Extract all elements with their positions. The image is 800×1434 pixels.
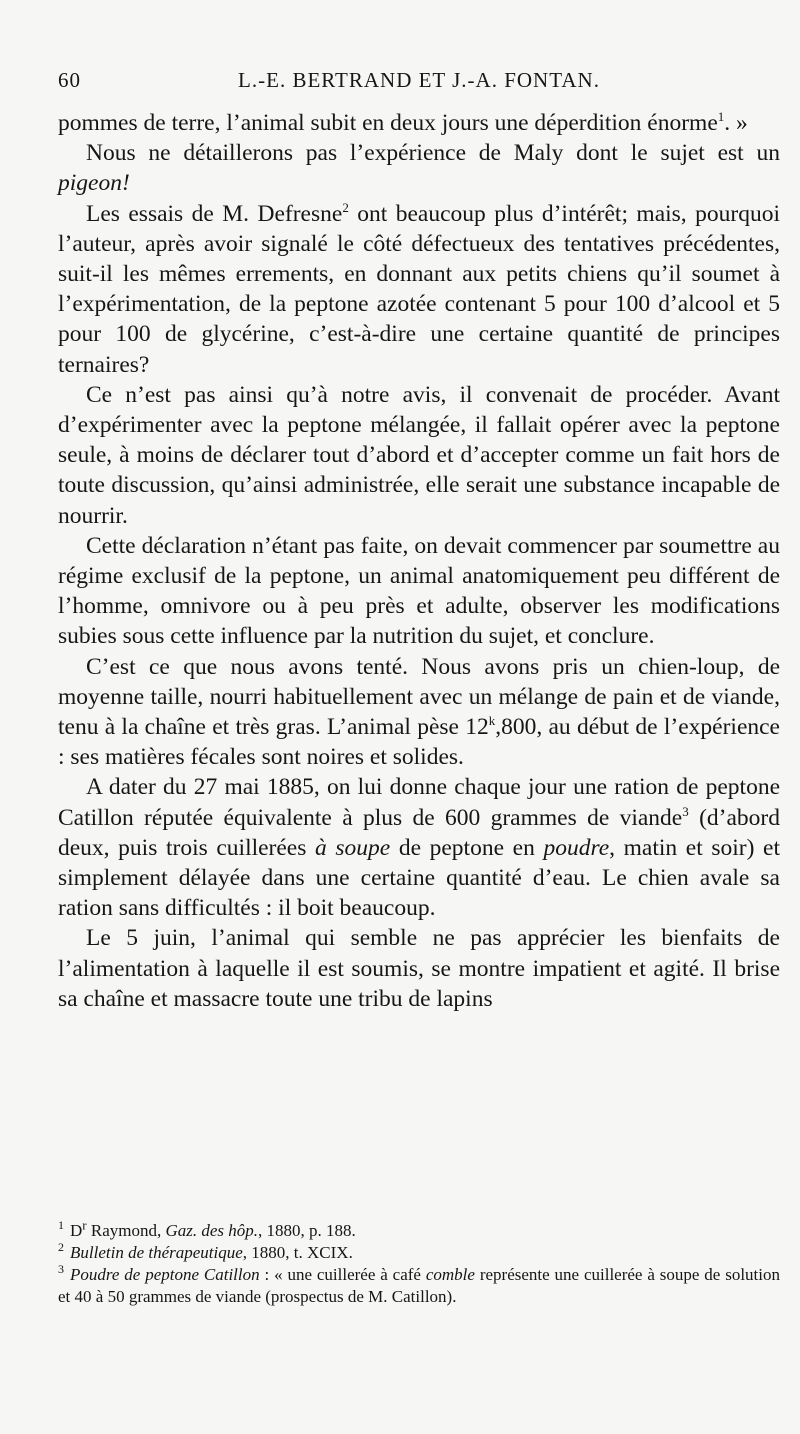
footnote-3: $^3$ Poudre de peptone Catillon : « une cuillerée à café comble représente une cuillerée à soupe de solution et 40 à 50 grammes de viande (prospectus de M. Catillon). (58, 1262, 780, 1306)
footnote-ref-1: 1 (717, 109, 725, 125)
paragraph-1: pommes de terre, l’animal subit en deux jours une déperdition énorme$^1$. » (58, 109, 748, 136)
paragraph-2: Nous ne détaillerons pas l’expérience de Maly dont le sujet est un pigeon! (58, 140, 780, 197)
body-text (58, 108, 780, 1014)
footnote-1: $^1$ $D^r$ Raymond, Gaz. des hôp., 1880, p. 188. (58, 1217, 356, 1240)
footnote-ref-3: 3 (682, 803, 689, 819)
footnotes (58, 1217, 780, 1308)
paragraph-4: Ce n’est pas ainsi qu’à notre avis, il convenait de procéder. Avant d’expérimenter avec la peptone mélangée, il fallait opérer avec la peptone seule, à moins de déclarer tout d’abord et d’accepter comme un fait hors de toute discussion, qu’ainsi administrée, elle serait une substance incapable de nourrir. (58, 381, 780, 529)
page-number: 60 (58, 68, 81, 92)
page-header (58, 68, 780, 102)
footnote-ref-2: 2 (342, 199, 349, 215)
paragraph-6: C’est ce que nous avons tenté. Nous avons pris un chien-loup, de moyenne taille, nourri habituellement avec un mélange de pain et de viande, tenu à la chaîne et très gras. L’animal pèse 12$^k$,800, au début de l’expérience : ses matières fécales sont noires et solides. (58, 653, 780, 771)
paragraph-7: A dater du 27 mai 1885, on lui donne chaque jour une ration de peptone Catillon réputée équivalente à plus de 600 grammes de viande$^3$ (d’abord deux, puis trois cuillerées à soupe de peptone en poudre, matin et soir) et simplement délayée dans une certaine quantité d’eau. Le chien avale sa ration sans difficultés : il boit beaucoup. (58, 774, 781, 922)
unit-superscript: k (488, 713, 496, 729)
paragraph-8: Le 5 juin, l’animal qui semble ne pas apprécier les bienfaits de l’alimentation à laquelle il est soumis, se montre impatient et agité. Il brise sa chaîne et massacre toute une tribu de lapins (58, 925, 780, 1012)
paragraph-3: Les essais de M. Defresne$^2$ ont beaucoup plus d’intérêt; mais, pourquoi l’auteur, après avoir signalé le côté défectueux des tentatives précédentes, suit-il les mêmes errements, en donnant aux petits chiens qu’il soumet à l’expérimentation, de la peptone azotée contenant 5 pour 100 d’alcool et 5 pour 100 de glycérine, c’est-à-dire une certaine quantité de principes ternaires? (58, 199, 780, 378)
paragraph-5: Cette déclaration n’étant pas faite, on devait commencer par soumettre au régime exclusif de la peptone, un animal anatomiquement peu différent de l’homme, omnivore ou à peu près et adulte, observer les modifications subies sous cette influence par la nutrition du sujet, et conclure. (58, 532, 780, 650)
footnote-2: $^2$ Bulletin de thérapeutique, 1880, t. XCIX. (58, 1240, 353, 1262)
running-head: L.-E. BERTRAND ET J.-A. FONTAN. (238, 68, 600, 92)
